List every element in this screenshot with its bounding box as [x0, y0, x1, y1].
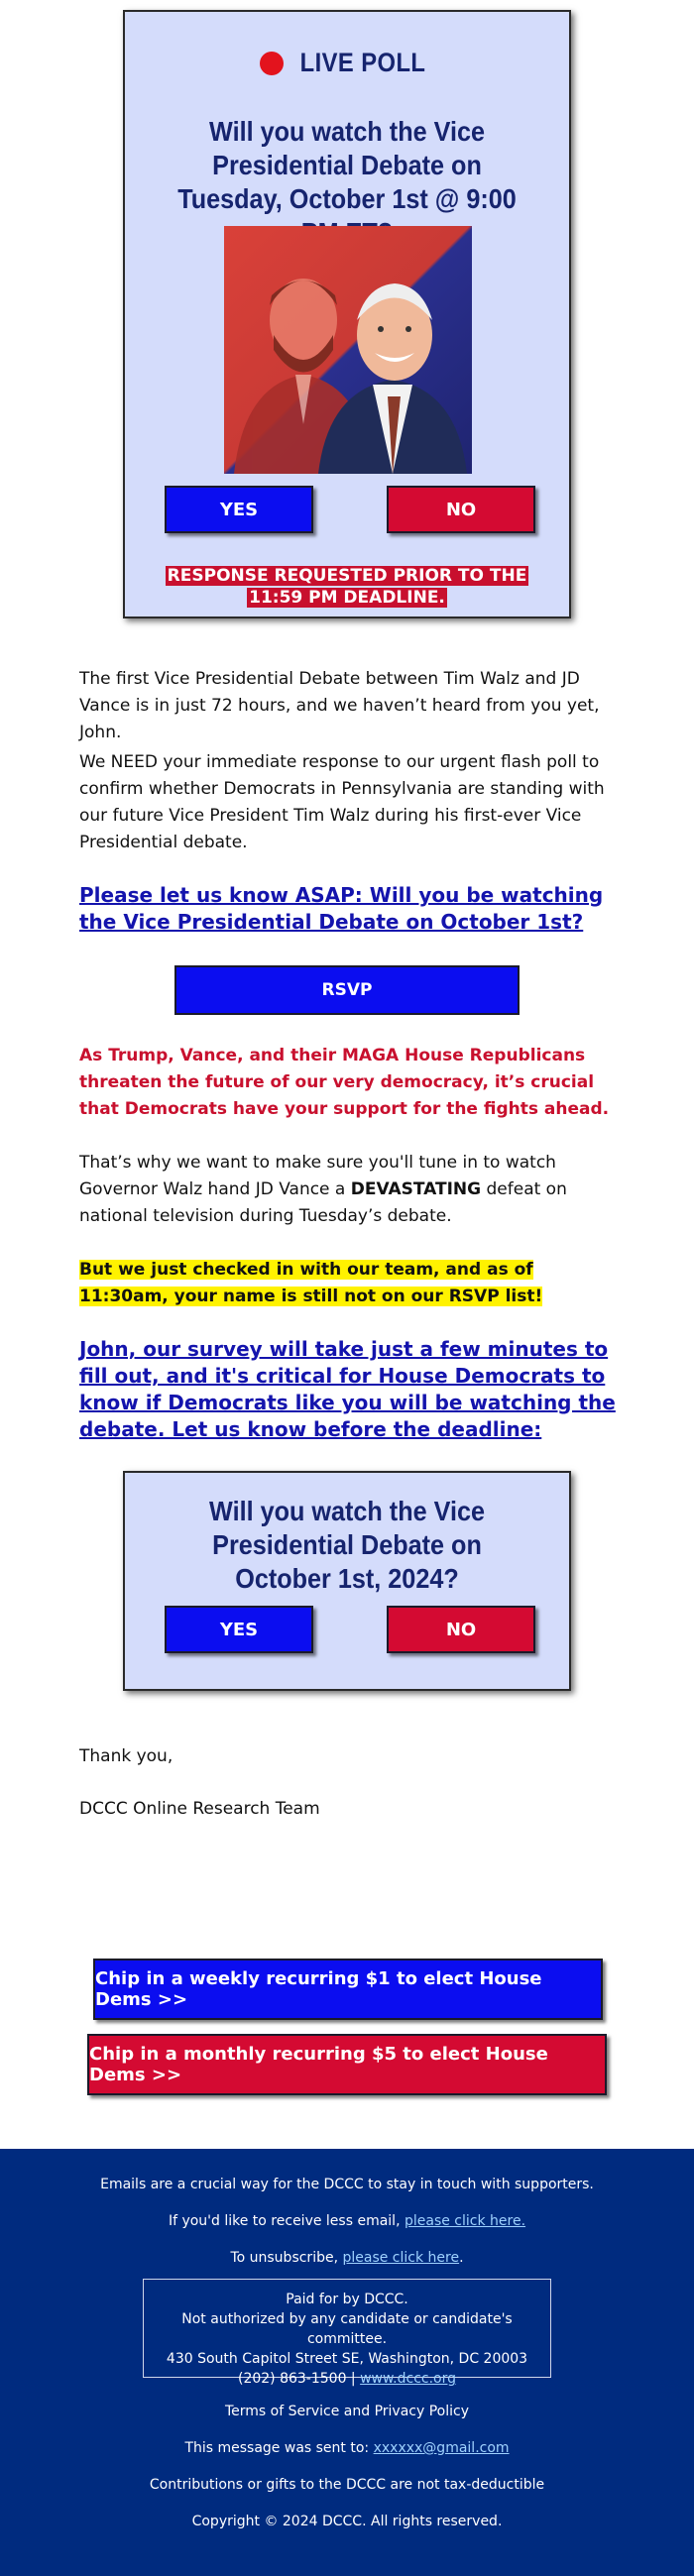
poll2-no-button[interactable]: NO	[387, 1606, 535, 1653]
dccc-site-link[interactable]: www.dccc.org	[360, 2371, 457, 2387]
footer-intro: Emails are a crucial way for the DCCC to stay in touch with supporters.	[100, 2177, 594, 2192]
devastating-word: DEVASTATING	[350, 1179, 482, 1199]
paid-line-2: Not authorized by any candidate or candidate's committee.	[181, 2311, 513, 2347]
tune-in-text-2: defeat on national television during Tuesday’s debate.	[79, 1179, 567, 1226]
unsubscribe-prefix: To unsubscribe,	[230, 2250, 343, 2266]
less-email-prefix: If you'd like to receive less email,	[168, 2213, 405, 2229]
live-poll-header	[125, 48, 569, 78]
sent-to-line	[0, 2440, 694, 2456]
live-poll-label: LIVE POLL	[299, 48, 426, 77]
candidates-photo[interactable]	[224, 226, 472, 474]
paid-address: 430 South Capitol Street SE, Washington, DC 20003	[166, 2351, 528, 2367]
intro-paragraph: The first Vice Presidential Debate between Tim Walz and JD Vance is in just 72 hours, and we haven’t heard from you yet, John.	[79, 669, 600, 742]
unsubscribe-link[interactable]: please click here	[342, 2250, 460, 2266]
candidates-illustration	[224, 226, 472, 474]
terms-link[interactable]: Terms of Service and Privacy Policy	[224, 2404, 469, 2419]
signoff-team: DCCC Online Research Team	[79, 1799, 320, 1819]
weekly-donate-button[interactable]: Chip in a weekly recurring $1 to elect House Dems >>	[93, 1959, 603, 2020]
copyright: Copyright © 2024 DCCC. All rights reserved.	[191, 2514, 503, 2529]
unsubscribe-suffix: .	[459, 2250, 464, 2266]
email-footer	[0, 2149, 694, 2576]
rsvp-button[interactable]: RSVP	[174, 965, 520, 1015]
survey-link[interactable]: John, our survey will take just a few minutes to fill out, and it's critical for House Democrats to know if Democrats like you will be watching the debate. Let us know before the deadline:	[79, 1337, 616, 1441]
poll2-yes-button[interactable]: YES	[165, 1606, 313, 1653]
tune-in-paragraph	[79, 1150, 620, 1230]
poll-card-2	[123, 1471, 571, 1691]
sent-to-prefix: This message was sent to:	[184, 2440, 374, 2456]
paid-line-1: Paid for by DCCC.	[286, 2292, 408, 2307]
rsvp-list-notice	[79, 1257, 620, 1310]
democracy-paragraph: As Trump, Vance, and their MAGA House Republicans threaten the future of our very democracy, it’s crucial that Democrats have your support for the fights ahead.	[79, 1046, 610, 1119]
contributions-notice: Contributions or gifts to the DCCC are not tax-deductible	[149, 2477, 545, 2493]
urgent-paragraph: We NEED your immediate response to our urgent flash poll to confirm whether Democrats in Pennsylvania are standing with our future Vice President Tim Walz during his first-ever Vice Presidential debate.	[79, 752, 605, 852]
highlighted-text: But we just checked in with our team, and as of 11:30am, your name is still not on our RSVP list!	[79, 1260, 543, 1306]
poll-question: Will you watch the Vice Presidential Debate on Tuesday, October 1st @ 9:00	[177, 116, 517, 214]
recipient-email-link[interactable]: xxxxxx@gmail.com	[373, 2440, 510, 2456]
tune-in-text-1: That’s why we want to make sure you'll tune in to watch Governor Walz hand JD Vance a	[79, 1153, 556, 1199]
less-email-line	[0, 2213, 694, 2229]
less-email-link[interactable]: please click here.	[404, 2213, 526, 2229]
unsubscribe-line	[0, 2250, 694, 2266]
signoff-thanks: Thank you,	[79, 1746, 174, 1766]
asap-link[interactable]: Please let us know ASAP: Will you be watching the Vice Presidential Debate on October 1st?	[79, 883, 604, 934]
deadline-text: RESPONSE REQUESTED PRIOR TO THE 11:59 PM DEADLINE.	[167, 566, 527, 608]
paid-phone: (202) 863-1500 |	[237, 2371, 361, 2387]
paid-contact	[144, 2369, 550, 2389]
monthly-donate-button[interactable]: Chip in a monthly recurring $5 to elect House Dems >>	[87, 2034, 607, 2095]
poll-question-2: Will you watch the Vice Presidential Debate on October 1st, 2024?	[209, 1496, 485, 1594]
deadline-notice	[145, 565, 549, 609]
live-poll-card	[123, 10, 571, 618]
poll-yes-button[interactable]: YES	[165, 486, 313, 533]
poll-no-button[interactable]: NO	[387, 486, 535, 533]
live-dot-icon	[260, 52, 284, 75]
paid-for-box	[143, 2279, 551, 2387]
